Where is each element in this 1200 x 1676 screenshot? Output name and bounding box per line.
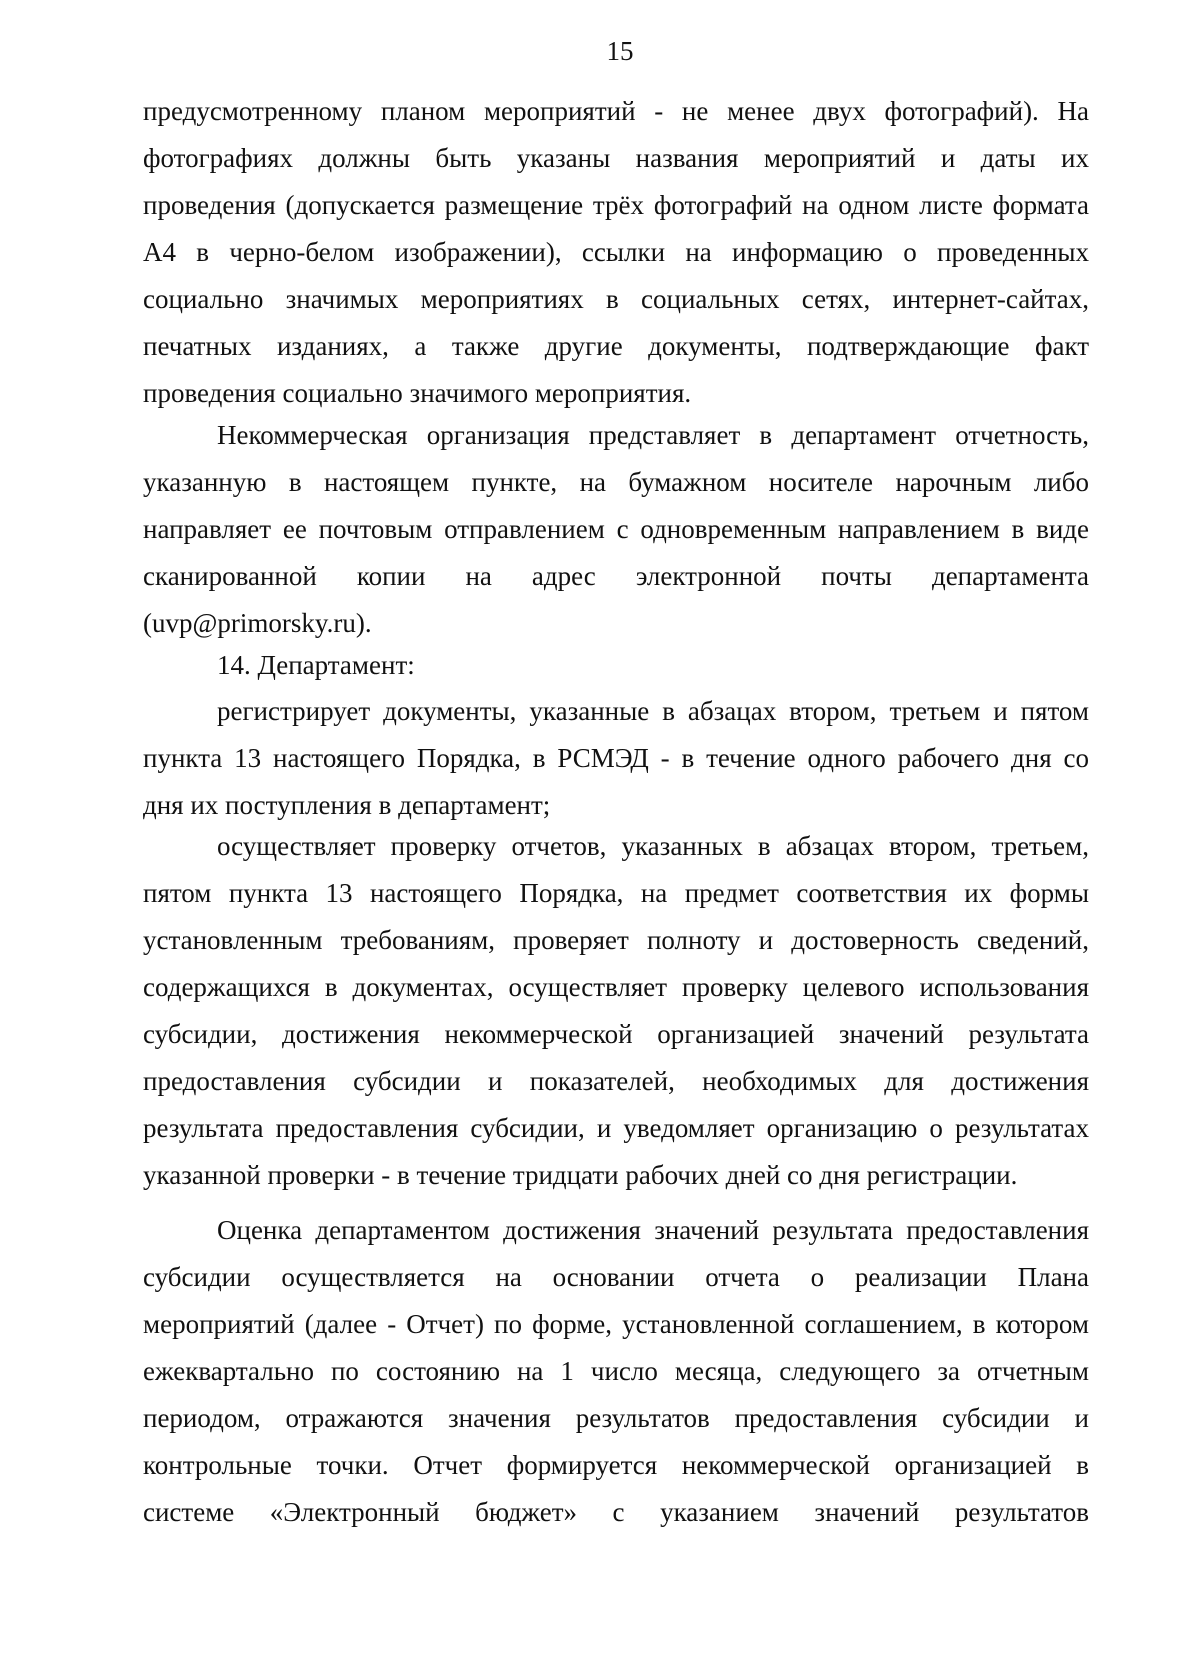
text-line: ежеквартально по состоянию на 1 число месяца, следующего за отчетным <box>143 1356 1089 1386</box>
text-line: содержащихся в документах, осуществляет проверку целевого использования <box>143 972 1089 1002</box>
paragraph-reporting-submission <box>143 412 1089 647</box>
text-line: 14. Департамент: <box>217 650 415 680</box>
text-line: (uvp@primorsky.ru). <box>143 608 372 638</box>
text-line: периодом, отражаются значения результатов предоставления субсидии и <box>143 1403 1089 1433</box>
text-line: дня их поступления в департамент; <box>143 790 551 820</box>
text-line: проведения (допускается размещение трёх фотографий на одном листе формата <box>143 190 1089 220</box>
paragraph-photo-requirements <box>143 88 1089 417</box>
text-line: пункта 13 настоящего Порядка, в РСМЭД - в течение одного рабочего дня со <box>143 743 1089 773</box>
text-line: проведения социально значимого мероприятия. <box>143 378 692 408</box>
text-line: субсидии, достижения некоммерческой организацией значений результата <box>143 1019 1089 1049</box>
text-line: регистрирует документы, указанные в абзацах втором, третьем и пятом <box>217 696 1089 726</box>
text-line: предоставления субсидии и показателей, необходимых для достижения <box>143 1066 1089 1096</box>
text-line: сканированной копии на адрес электронной почты департамента <box>143 561 1089 591</box>
text-line: мероприятий (далее - Отчет) по форме, установленной соглашением, в котором <box>143 1309 1089 1339</box>
text-line: результата предоставления субсидии, и уведомляет организацию о результатах <box>143 1113 1089 1143</box>
text-line: предусмотренному планом мероприятий - не менее двух фотографий). На <box>143 96 1089 126</box>
paragraph-document-registration <box>143 688 1089 829</box>
text-line: социально значимых мероприятиях в социальных сетях, интернет-сайтах, <box>143 284 1089 314</box>
text-line: указанную в настоящем пункте, на бумажном носителе нарочным либо <box>143 467 1089 497</box>
text-line: установленным требованиям, проверяет полноту и достоверность сведений, <box>143 925 1089 955</box>
text-line: А4 в черно-белом изображении), ссылки на информацию о проведенных <box>143 237 1089 267</box>
text-line: Некоммерческая организация представляет в департамент отчетность, <box>217 420 1089 450</box>
text-line: осуществляет проверку отчетов, указанных в абзацах втором, третьем, <box>217 831 1089 861</box>
paragraph-report-verification <box>143 823 1089 1199</box>
text-line: печатных изданиях, а также другие документы, подтверждающие факт <box>143 331 1089 361</box>
text-line: субсидии осуществляется на основании отчета о реализации Плана <box>143 1262 1089 1292</box>
paragraph-result-evaluation <box>143 1207 1089 1536</box>
text-line: указанной проверки - в течение тридцати рабочих дней со дня регистрации. <box>143 1160 1018 1190</box>
text-line: направляет ее почтовым отправлением с одновременным направлением в виде <box>143 514 1089 544</box>
text-line: системе «Электронный бюджет» с указанием значений результатов <box>143 1497 1089 1527</box>
text-line: контрольные точки. Отчет формируется некоммерческой организацией в <box>143 1450 1089 1480</box>
text-line: пятом пункта 13 настоящего Порядка, на предмет соответствия их формы <box>143 878 1089 908</box>
paragraph-item-14-heading <box>143 642 1089 689</box>
text-line: фотографиях должны быть указаны названия мероприятий и даты их <box>143 143 1089 173</box>
text-line: Оценка департаментом достижения значений результата предоставления <box>217 1215 1089 1245</box>
page-number: 15 <box>606 36 634 66</box>
